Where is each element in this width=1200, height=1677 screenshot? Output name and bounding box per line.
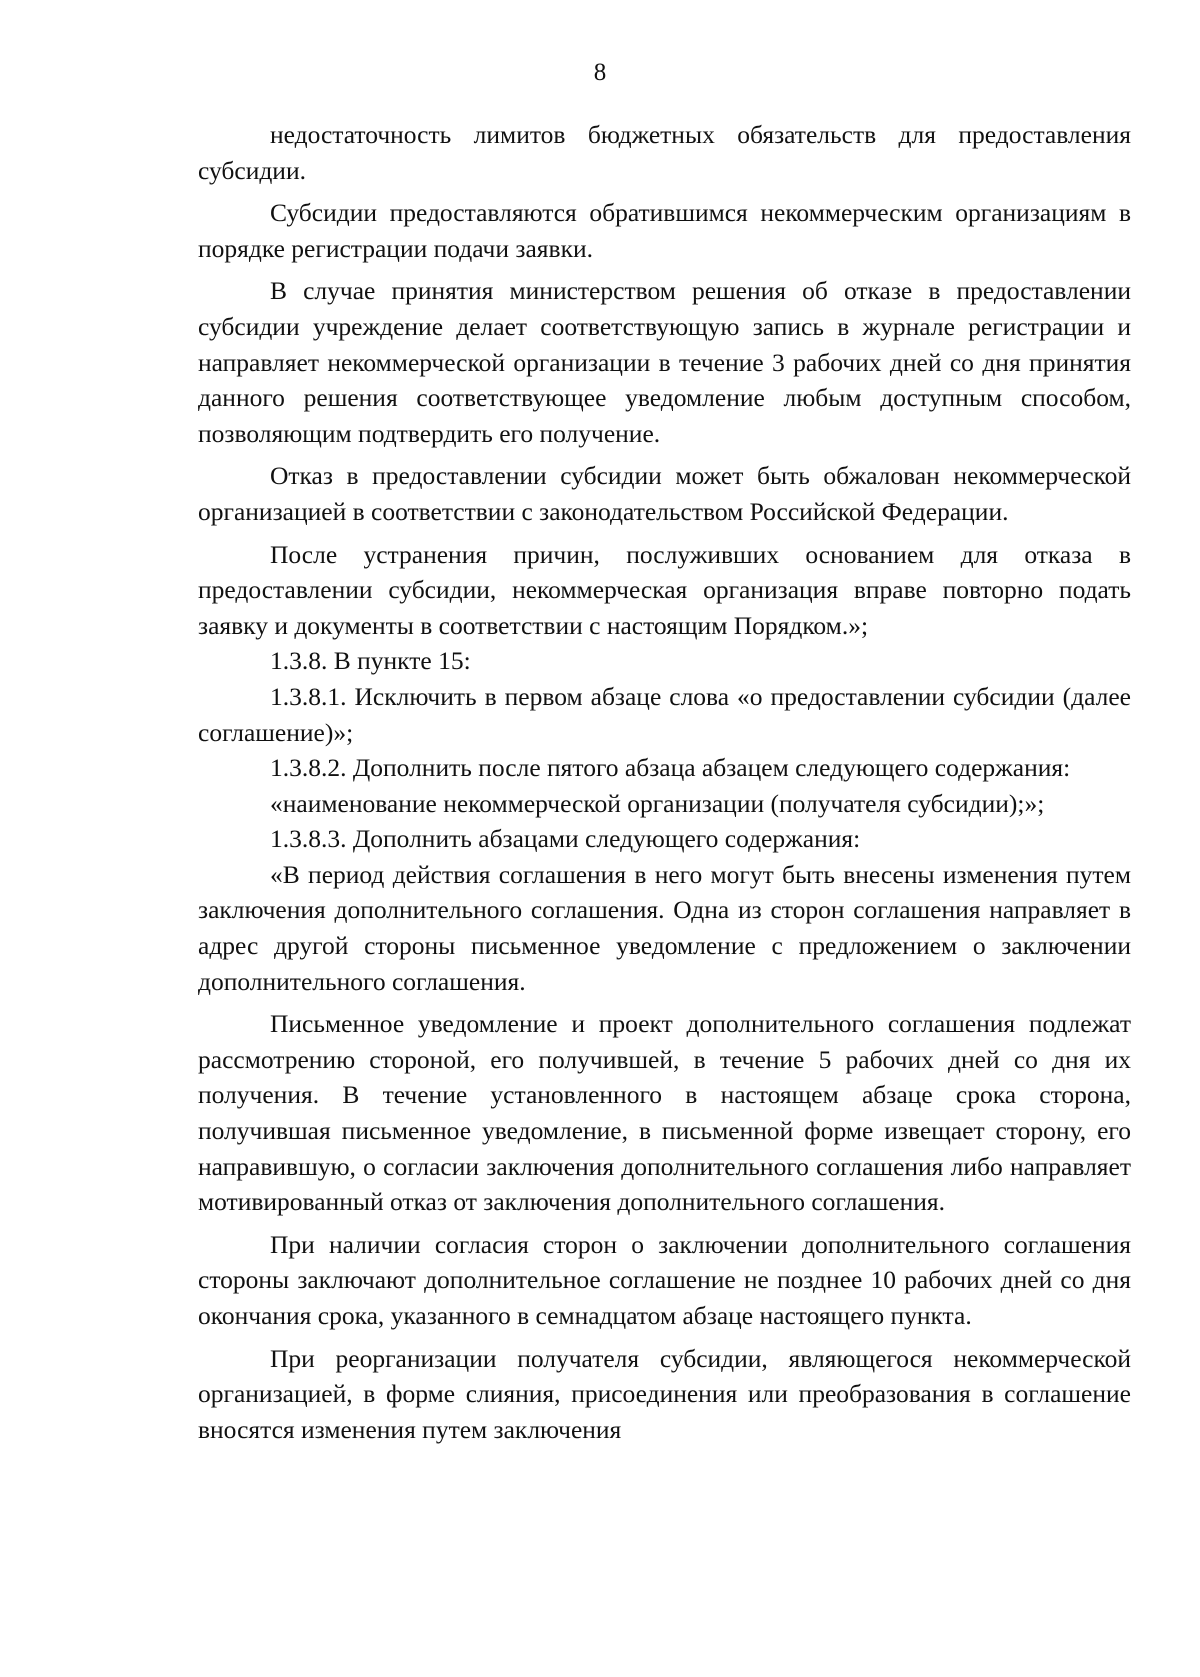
paragraph-item-1-3-8-2: 1.3.8.2. Дополнить после пятого абзаца абзацем следующего содержания: <box>270 753 1071 783</box>
paragraph-agreement-changes: «В период действия соглашения в него могут быть внесены изменения путем заключения дополнительного соглашения. Одна из сторон соглашения направляет в адрес другой стороны письменное уведомление с предложением о заключении дополнительного соглашения. <box>198 859 1131 996</box>
paragraph-organization-name: «наименование некоммерческой организации (получателя субсидии);»; <box>270 788 1045 818</box>
paragraph-item-1-3-8-3: 1.3.8.3. Дополнить абзацами следующего содержания: <box>270 824 861 854</box>
paragraph-appeal: Отказ в предоставлении субсидии может быть обжалован некоммерческой организацией в соответствии с законодательством Российской Федерации. <box>198 461 1131 526</box>
document-body <box>198 117 1131 1447</box>
paragraph-refusal-decision: В случае принятия министерством решения об отказе в предоставлении субсидии учреждение делает соответствующую запись в журнале регистрации и направляет некоммерческой организации в течение 3 рабочих дней со дня принятия данного решения соответствующее уведомление любым доступным способом, позволяющим подтвердить его получение. <box>198 276 1131 448</box>
paragraph-registration-order: Субсидии предоставляются обратившимся некоммерческим организациям в порядке регистрации подачи заявки. <box>198 198 1131 263</box>
paragraph-budget-limits: недостаточность лимитов бюджетных обязательств для предоставления субсидии. <box>198 120 1131 185</box>
paragraph-item-1-3-8: 1.3.8. В пункте 15: <box>270 646 471 676</box>
paragraph-reorganization: При реорганизации получателя субсидии, являющегося некоммерческой организацией, в форме слияния, присоединения или преобразования в соглашение вносятся изменения путем заключения <box>198 1343 1131 1444</box>
page-number: 8 <box>593 59 607 86</box>
paragraph-parties-consent: При наличии согласия сторон о заключении дополнительного соглашения стороны заключают дополнительное соглашение не позднее 10 рабочих дней со дня окончания срока, указанного в семнадцатом абзаце настоящего пункта. <box>198 1229 1131 1330</box>
paragraph-written-notice: Письменное уведомление и проект дополнительного соглашения подлежат рассмотрению стороной, его получившей, в течение 5 рабочих дней со дня их получения. В течение установленного в настоящем абзаце срока сторона, получившая письменное уведомление, в письменной форме извещает сторону, его направившую, о согласии заключения дополнительного соглашения либо направляет мотивированный отказ от заключения дополнительного соглашения. <box>198 1009 1131 1217</box>
paragraph-resubmission: После устранения причин, послуживших основанием для отказа в предоставлении субсидии, некоммерческая организация вправе повторно подать заявку и документы в соответствии с настоящим Порядком.»; <box>198 539 1131 640</box>
paragraph-item-1-3-8-1: 1.3.8.1. Исключить в первом абзаце слова «о предоставлении субсидии (далее соглашение)»; <box>198 681 1131 747</box>
